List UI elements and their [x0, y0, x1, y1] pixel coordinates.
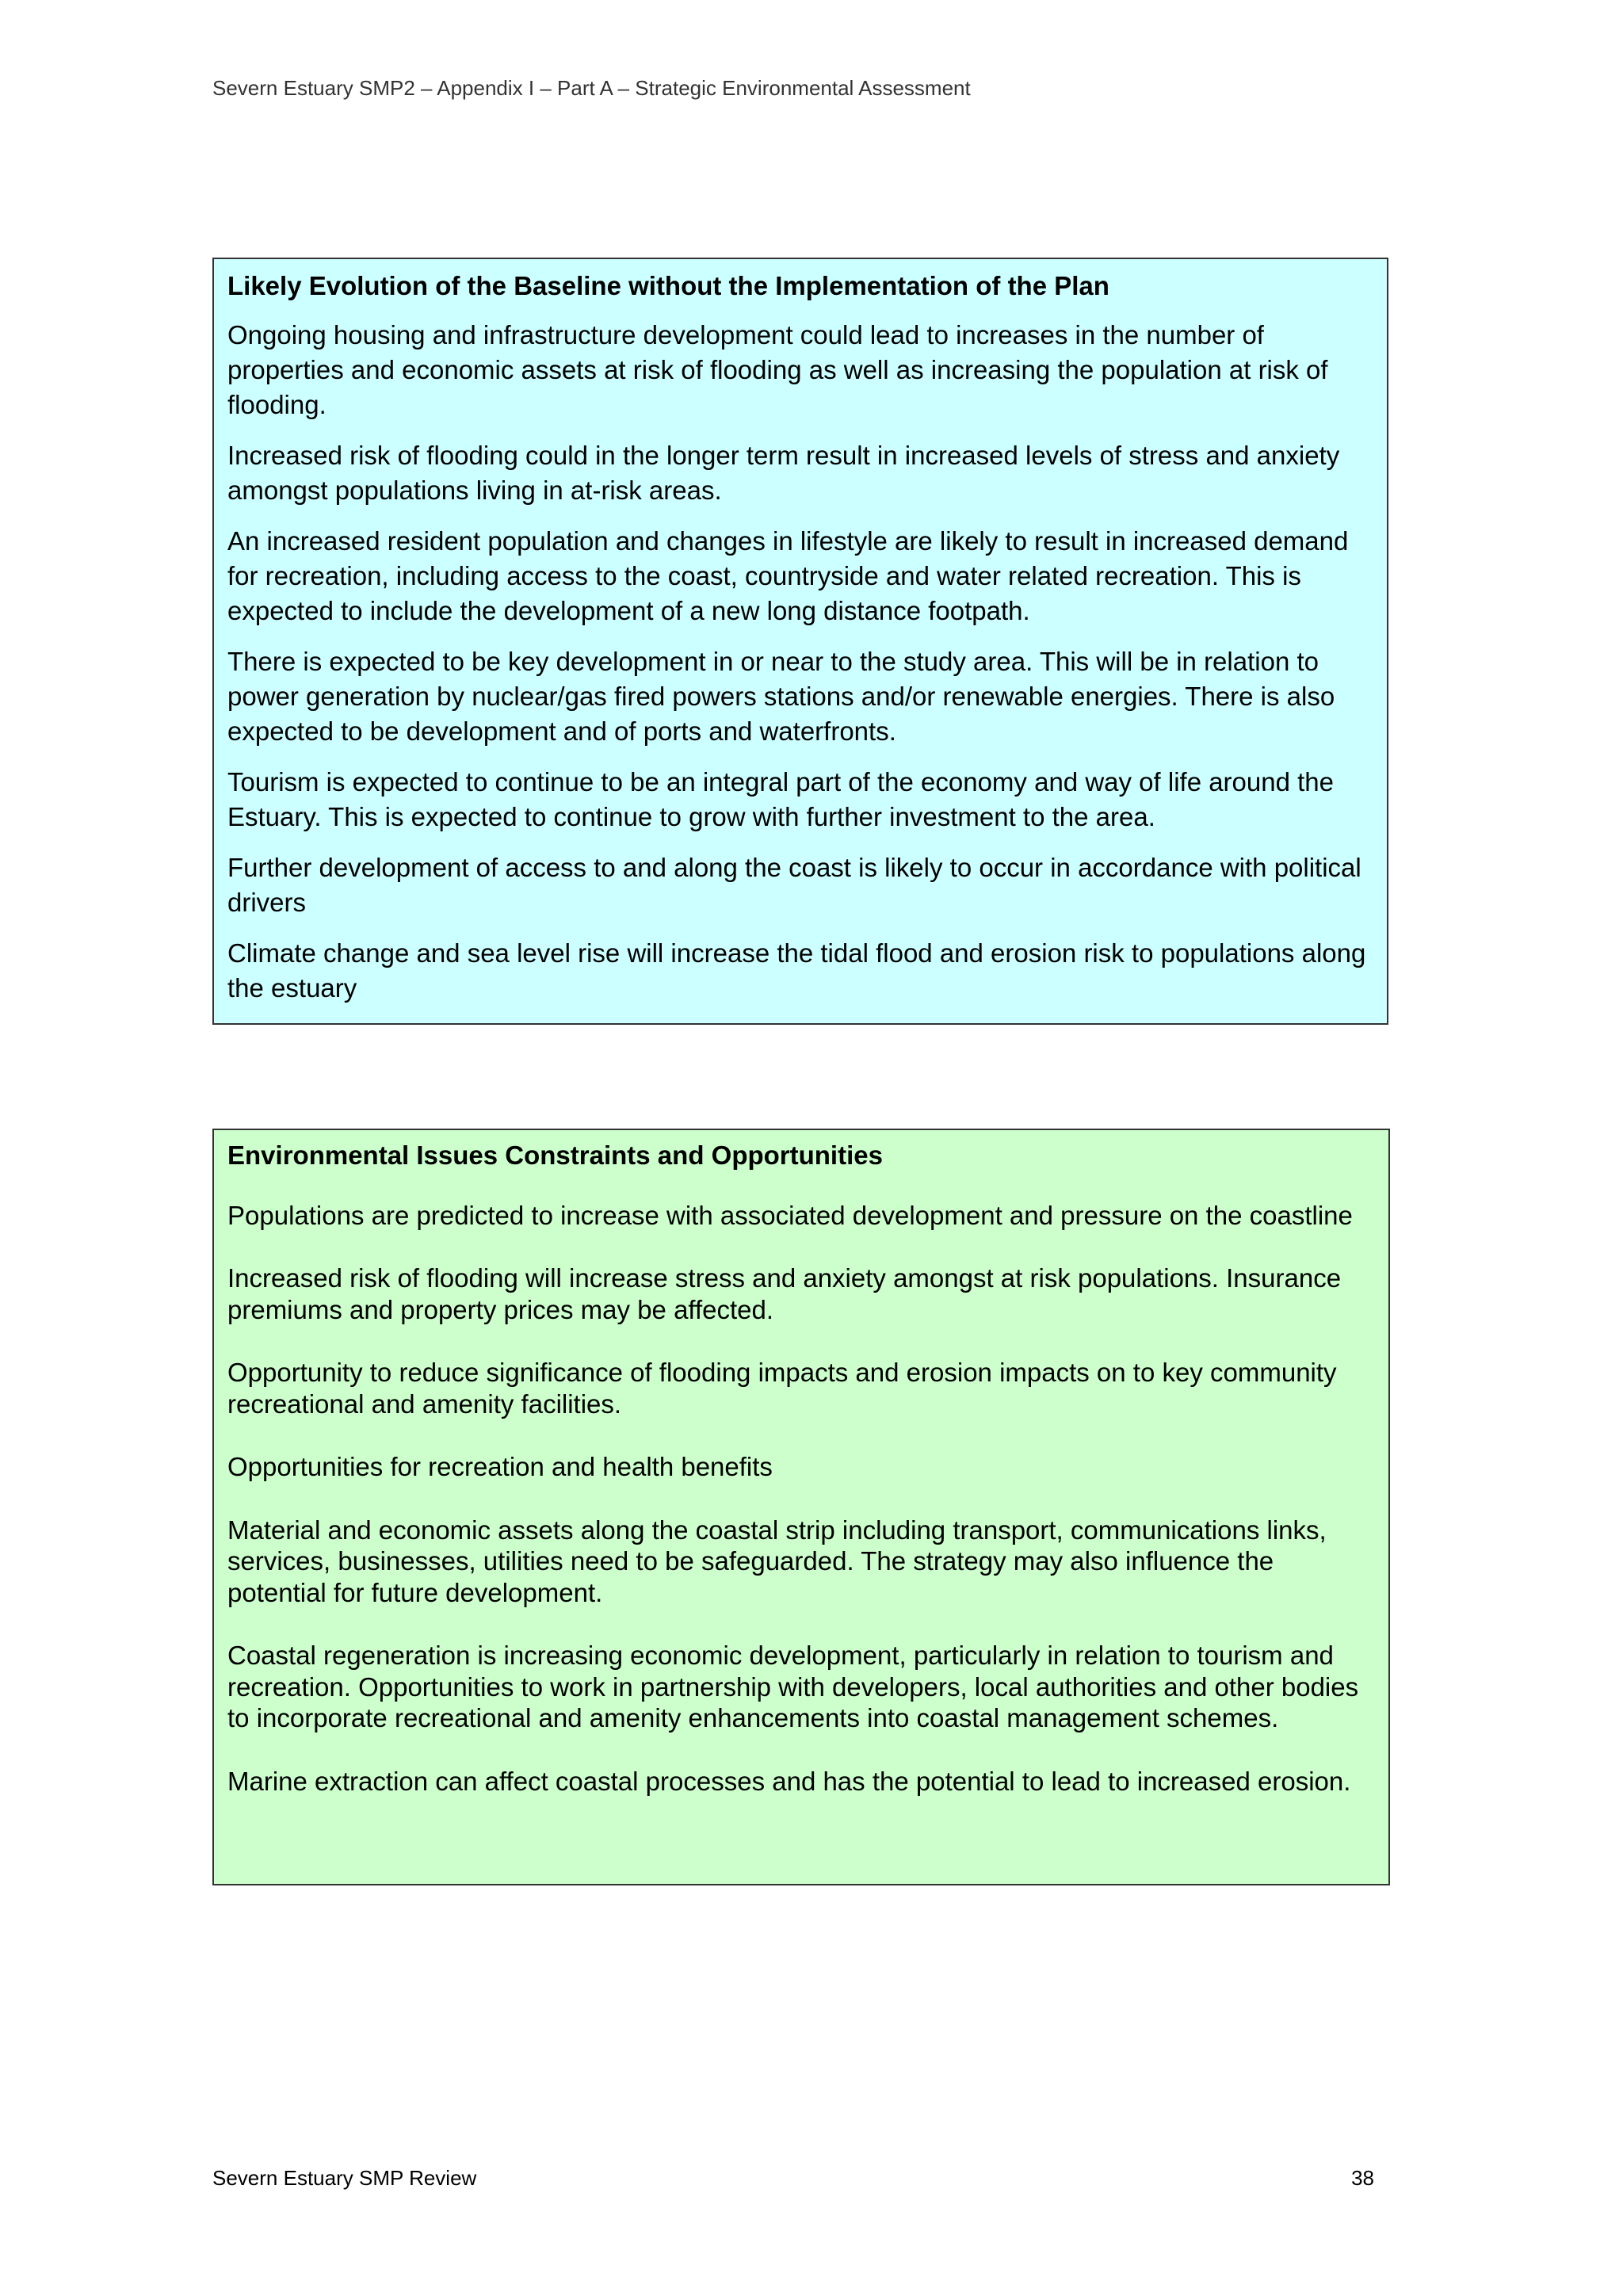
baseline-paragraph: Tourism is expected to continue to be an integral part of the economy and way of life around the Estuary. This is expected to continue to grow with further investment to the area.: [227, 767, 1335, 831]
baseline-paragraph: There is expected to be key development in or near to the study area. This will be in relation to power generation by nuclear/gas fired powers stations and/or renewable energies. There is also expected to be development and of ports and waterfronts.: [227, 647, 1335, 746]
issues-box-title: Environmental Issues Constraints and Opportunities: [227, 1140, 883, 1170]
footer-document-title: Severn Estuary SMP Review: [212, 2166, 477, 2190]
page-number: 38: [1351, 2166, 1374, 2190]
issues-paragraph: Increased risk of flooding will increase stress and anxiety amongst at risk populations. Insurance premiums and property prices may be affected.: [227, 1263, 1342, 1324]
issues-paragraph: Opportunities for recreation and health benefits: [227, 1452, 773, 1481]
baseline-paragraph: Climate change and sea level rise will increase the tidal flood and erosion risk to populations along the estuary: [227, 938, 1366, 1003]
issues-paragraph: Material and economic assets along the coastal strip including transport, communications links, services, businesses, utilities need to be safeguarded. The strategy may also influence the potential for future development.: [227, 1515, 1327, 1607]
issues-paragraph: Opportunity to reduce significance of flooding impacts and erosion impacts on to key community recreational and amenity facilities.: [227, 1358, 1337, 1419]
page-header: Severn Estuary SMP2 – Appendix I – Part A – Strategic Environmental Assessment: [212, 76, 971, 100]
environmental-issues-box: [212, 1129, 1390, 1885]
baseline-evolution-box: [212, 258, 1388, 1025]
issues-paragraph: Coastal regeneration is increasing economic development, particularly in relation to tourism and recreation. Opportunities to work in partnership with developers, local authorities and other bodies to incorporate recreational and amenity enhancements into coastal management schemes.: [227, 1641, 1359, 1733]
baseline-paragraph: Ongoing housing and infrastructure development could lead to increases in the number of properties and economic assets at risk of flooding as well as increasing the population at risk of flooding.: [227, 320, 1328, 419]
issues-paragraph: Populations are predicted to increase with associated development and pressure on the coastline: [227, 1200, 1353, 1230]
baseline-paragraph: Further development of access to and along the coast is likely to occur in accordance with political drivers: [227, 853, 1361, 917]
baseline-box-title: Likely Evolution of the Baseline without the Implementation of the Plan: [227, 271, 1109, 300]
issues-paragraph: Marine extraction can affect coastal processes and has the potential to lead to increased erosion.: [227, 1766, 1351, 1796]
baseline-paragraph: Increased risk of flooding could in the longer term result in increased levels of stress and anxiety amongst populations living in at-risk areas.: [227, 441, 1340, 505]
baseline-paragraph: An increased resident population and changes in lifestyle are likely to result in increased demand for recreation, including access to the coast, countryside and water related recreation. This is expected to include the development of a new long distance footpath.: [227, 526, 1349, 625]
